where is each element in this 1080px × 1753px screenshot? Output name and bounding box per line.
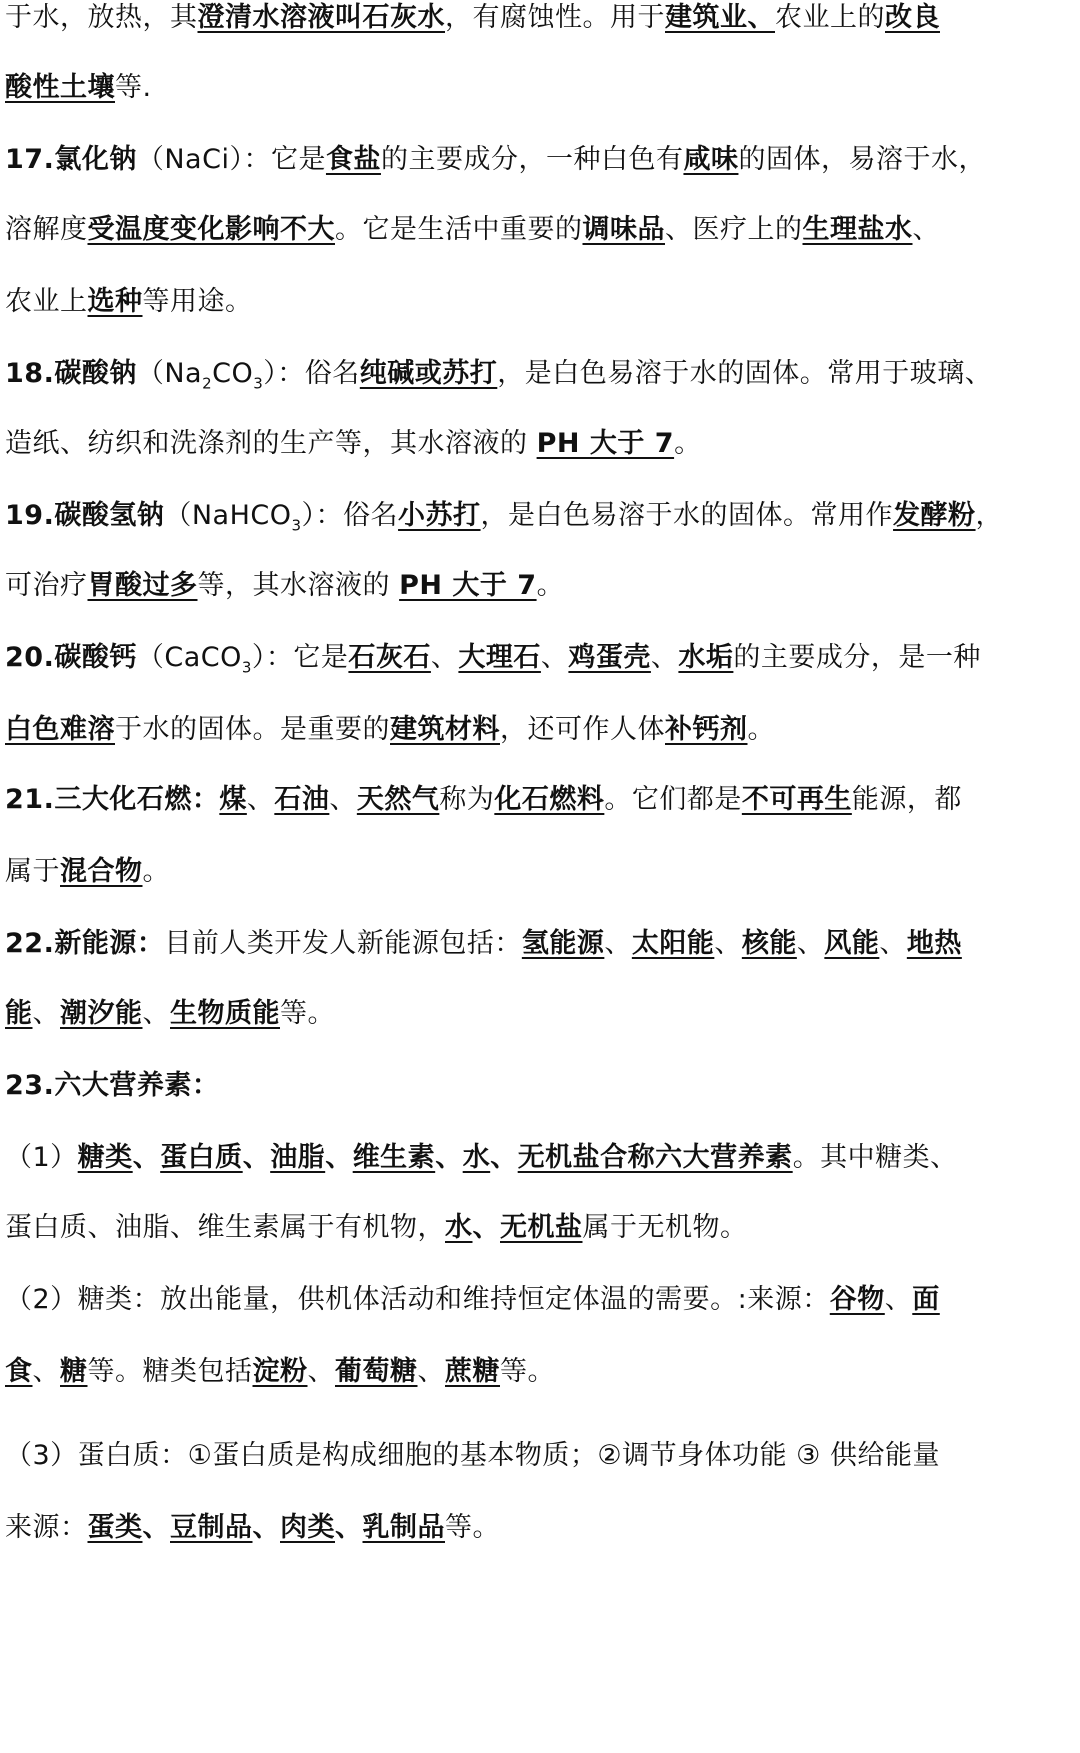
bold-text: 、 bbox=[132, 1142, 161, 1173]
key-term: 能 bbox=[5, 998, 33, 1029]
key-term: 谷物 bbox=[829, 1284, 885, 1315]
key-term: 化石燃料 bbox=[494, 784, 605, 815]
bold-text: 17. bbox=[5, 144, 55, 175]
bold-text: 、 bbox=[472, 1212, 500, 1243]
text-line bbox=[5, 486, 1075, 546]
body-text: 、 bbox=[246, 784, 275, 815]
bold-text: 碳酸氢钠 bbox=[54, 500, 165, 531]
subscript: 3 bbox=[241, 658, 252, 677]
body-text: 等。 bbox=[500, 1356, 555, 1387]
body-text: ）：俗名 bbox=[263, 358, 360, 389]
body-text: 、医疗上的 bbox=[665, 214, 803, 245]
key-term: 石油 bbox=[274, 784, 330, 815]
text-line bbox=[5, 344, 1075, 404]
bold-text: 、 bbox=[142, 1512, 170, 1543]
key-term: 无机盐 bbox=[500, 1212, 583, 1243]
body-text: 、 bbox=[540, 642, 569, 673]
body-text: ，有腐蚀性。用于 bbox=[445, 2, 665, 33]
key-term: 核能 bbox=[741, 928, 797, 959]
text-line bbox=[5, 842, 1075, 902]
text-line bbox=[5, 272, 1075, 332]
key-term: 大理石 bbox=[458, 642, 541, 673]
body-text: 、 bbox=[32, 998, 60, 1029]
key-term: 天然气 bbox=[356, 784, 440, 815]
key-term: 油脂 bbox=[270, 1142, 326, 1173]
body-text: 的主要成分，一种白色有 bbox=[380, 144, 684, 175]
body-text: 、 bbox=[307, 1356, 335, 1387]
body-text: 、 bbox=[32, 1356, 60, 1387]
body-text: 、 bbox=[142, 998, 170, 1029]
body-text: 称为 bbox=[439, 784, 495, 815]
body-text: 等。 bbox=[280, 998, 335, 1029]
text-line bbox=[5, 556, 1075, 616]
key-term: 蔗糖 bbox=[445, 1356, 500, 1387]
key-term: 豆制品 bbox=[170, 1512, 253, 1543]
key-term: PH 大于 7 bbox=[399, 570, 537, 601]
body-text: 来源： bbox=[5, 1512, 88, 1543]
key-term: 建筑材料 bbox=[390, 714, 500, 745]
text-line bbox=[5, 914, 1075, 974]
text-line bbox=[5, 984, 1075, 1044]
body-text: 溶解度 bbox=[5, 214, 88, 245]
body-text: 、 bbox=[796, 928, 825, 959]
key-term: 选种 bbox=[87, 286, 143, 317]
text-line bbox=[5, 0, 1075, 48]
text-line bbox=[5, 700, 1075, 760]
key-term: 胃酸过多 bbox=[87, 570, 198, 601]
body-text: 、 bbox=[650, 642, 679, 673]
bold-text: 、 bbox=[335, 1512, 363, 1543]
key-term: 食盐 bbox=[325, 144, 381, 175]
key-term: 石灰石 bbox=[348, 642, 431, 673]
body-text: 、 bbox=[329, 784, 357, 815]
body-text: 能源，都 bbox=[851, 784, 962, 815]
body-text: 。 bbox=[674, 428, 702, 459]
body-text: 、 bbox=[714, 928, 742, 959]
body-text: 属于 bbox=[5, 856, 60, 887]
bold-text: 22. bbox=[5, 928, 55, 959]
bold-text: 、 bbox=[252, 1512, 280, 1543]
body-text: （2）糖类：放出能量，供机体活动和维持恒定体温的需要。:来源： bbox=[5, 1284, 830, 1315]
bold-text: 六大营养素： bbox=[54, 1070, 220, 1101]
text-line bbox=[5, 130, 1075, 190]
key-term: 蛋白质 bbox=[160, 1142, 243, 1173]
key-term: 蛋类 bbox=[87, 1512, 143, 1543]
bold-text: 23. bbox=[5, 1070, 55, 1101]
body-text: 、 bbox=[879, 928, 907, 959]
key-term: 氢能源 bbox=[521, 928, 605, 959]
key-term: 酸性土壤 bbox=[5, 72, 115, 103]
key-term: 鸡蛋壳 bbox=[568, 642, 651, 673]
key-term: 糖类 bbox=[77, 1142, 133, 1173]
body-text: 。 bbox=[536, 570, 565, 601]
body-text: （NaCi）：它是 bbox=[136, 144, 326, 175]
bold-text: 21. bbox=[5, 784, 55, 815]
key-term: 混合物 bbox=[60, 856, 143, 887]
body-text: 造纸、纺织和洗涤剂的生产等，其水溶液的 bbox=[5, 428, 537, 459]
key-term: 风能 bbox=[824, 928, 880, 959]
body-text: 可治疗 bbox=[5, 570, 88, 601]
body-text: （3）蛋白质：①蛋白质是构成细胞的基本物质；②调节身体功能 ③ 供给能量 bbox=[5, 1440, 940, 1471]
body-text: 农业上 bbox=[5, 286, 88, 317]
text-line bbox=[5, 1128, 1075, 1188]
body-text: ）：俗名 bbox=[301, 500, 399, 531]
body-text: （CaCO bbox=[136, 642, 242, 673]
body-text: 、 bbox=[417, 1356, 445, 1387]
body-text: ，还可作人体 bbox=[500, 714, 665, 745]
body-text: 、 bbox=[912, 214, 940, 245]
text-line bbox=[5, 770, 1075, 830]
key-term: 改良 bbox=[885, 2, 940, 33]
key-term: 不可再生 bbox=[741, 784, 852, 815]
text-line bbox=[5, 1426, 1075, 1486]
body-text: 目前人类开发人新能源包括： bbox=[164, 928, 522, 959]
body-text: 属于无机物。 bbox=[582, 1212, 748, 1243]
key-term: 水 bbox=[462, 1142, 491, 1173]
body-text: 农业上的 bbox=[775, 2, 885, 33]
body-text: 的主要成分，是一种 bbox=[733, 642, 981, 673]
bold-text: 、 bbox=[242, 1142, 271, 1173]
text-line bbox=[5, 628, 1075, 688]
body-text: 等. bbox=[115, 72, 152, 103]
key-term: 受温度变化影响不大 bbox=[87, 214, 335, 245]
bold-text: 碳酸钠 bbox=[54, 358, 137, 389]
body-text: 等，其水溶液的 bbox=[197, 570, 400, 601]
body-text: 、 bbox=[884, 1284, 913, 1315]
subscript: 2 bbox=[202, 374, 213, 393]
body-text: 于水，放热，其 bbox=[5, 2, 198, 33]
key-term: 咸味 bbox=[683, 144, 739, 175]
bold-text: 、 bbox=[490, 1142, 518, 1173]
body-text: ，是白色易溶于水的固体。常用作 bbox=[480, 500, 894, 531]
key-term: 潮汐能 bbox=[60, 998, 143, 1029]
subscript: 3 bbox=[253, 374, 264, 393]
key-term: 煤 bbox=[219, 784, 247, 815]
key-term: PH 大于 7 bbox=[536, 428, 675, 459]
key-term: 调味品 bbox=[582, 214, 665, 245]
body-text: 。其中糖类、 bbox=[792, 1142, 958, 1173]
key-term: 太阳能 bbox=[631, 928, 715, 959]
key-term: 白色难溶 bbox=[5, 714, 115, 745]
key-term: 葡萄糖 bbox=[335, 1356, 418, 1387]
body-text: ， bbox=[975, 500, 1004, 531]
subscript: 3 bbox=[291, 516, 302, 535]
text-line bbox=[5, 1198, 1075, 1258]
body-text: 等。糖类包括 bbox=[87, 1356, 253, 1387]
key-term: 生理盐水 bbox=[802, 214, 913, 245]
body-text: ）：它是 bbox=[251, 642, 349, 673]
text-line bbox=[5, 1342, 1075, 1402]
body-text: 。它们都是 bbox=[604, 784, 742, 815]
key-term: 补钙剂 bbox=[665, 714, 748, 745]
body-text: 等。 bbox=[445, 1512, 500, 1543]
body-text: ，是白色易溶于水的固体。常用于玻璃、 bbox=[497, 358, 993, 389]
key-term: 澄清水溶液叫石灰水 bbox=[197, 2, 445, 33]
text-line bbox=[5, 200, 1075, 260]
key-term: 纯碱或苏打 bbox=[359, 358, 498, 389]
bold-text: 、 bbox=[435, 1142, 463, 1173]
text-line bbox=[5, 414, 1075, 474]
text-line bbox=[5, 1056, 1075, 1116]
key-term: 无机盐合称六大营养素 bbox=[517, 1142, 793, 1173]
bold-text: 18. bbox=[5, 358, 55, 389]
key-term: 地热 bbox=[906, 928, 962, 959]
key-term: 食 bbox=[5, 1356, 33, 1387]
body-text: 于水的固体。是重要的 bbox=[115, 714, 390, 745]
key-term: 建筑业、 bbox=[665, 2, 775, 33]
key-term: 维生素 bbox=[352, 1142, 436, 1173]
bold-text: 氯化钠 bbox=[54, 144, 137, 175]
text-line bbox=[5, 58, 1075, 118]
body-text: CO bbox=[212, 358, 254, 389]
key-term: 糖 bbox=[60, 1356, 88, 1387]
bold-text: 三大化石燃： bbox=[54, 784, 220, 815]
key-term: 乳制品 bbox=[362, 1512, 445, 1543]
key-term: 面 bbox=[912, 1284, 940, 1315]
key-term: 发酵粉 bbox=[893, 500, 976, 531]
body-text: 。它是生活中重要的 bbox=[335, 214, 583, 245]
body-text: 、 bbox=[604, 928, 632, 959]
body-text: 、 bbox=[430, 642, 459, 673]
key-term: 肉类 bbox=[280, 1512, 335, 1543]
text-line bbox=[5, 1498, 1075, 1558]
body-text: 等用途。 bbox=[142, 286, 253, 317]
body-text: 。 bbox=[142, 856, 170, 887]
bold-text: 20. bbox=[5, 642, 55, 673]
bold-text: 新能源： bbox=[54, 928, 165, 959]
key-term: 生物质能 bbox=[170, 998, 280, 1029]
body-text: （1） bbox=[5, 1142, 78, 1173]
body-text: 。 bbox=[747, 714, 775, 745]
body-text: 的固体，易溶于水， bbox=[738, 144, 986, 175]
body-text: （NaHCO bbox=[164, 500, 292, 531]
key-term: 淀粉 bbox=[252, 1356, 308, 1387]
key-term: 水 bbox=[445, 1212, 473, 1243]
key-term: 小苏打 bbox=[398, 500, 481, 531]
body-text: 蛋白质、油脂、维生素属于有机物， bbox=[5, 1212, 445, 1243]
bold-text: 碳酸钙 bbox=[54, 642, 137, 673]
body-text: （Na bbox=[136, 358, 203, 389]
bold-text: 、 bbox=[325, 1142, 353, 1173]
bold-text: 19. bbox=[5, 500, 55, 531]
key-term: 水垢 bbox=[678, 642, 734, 673]
text-line bbox=[5, 1270, 1075, 1330]
